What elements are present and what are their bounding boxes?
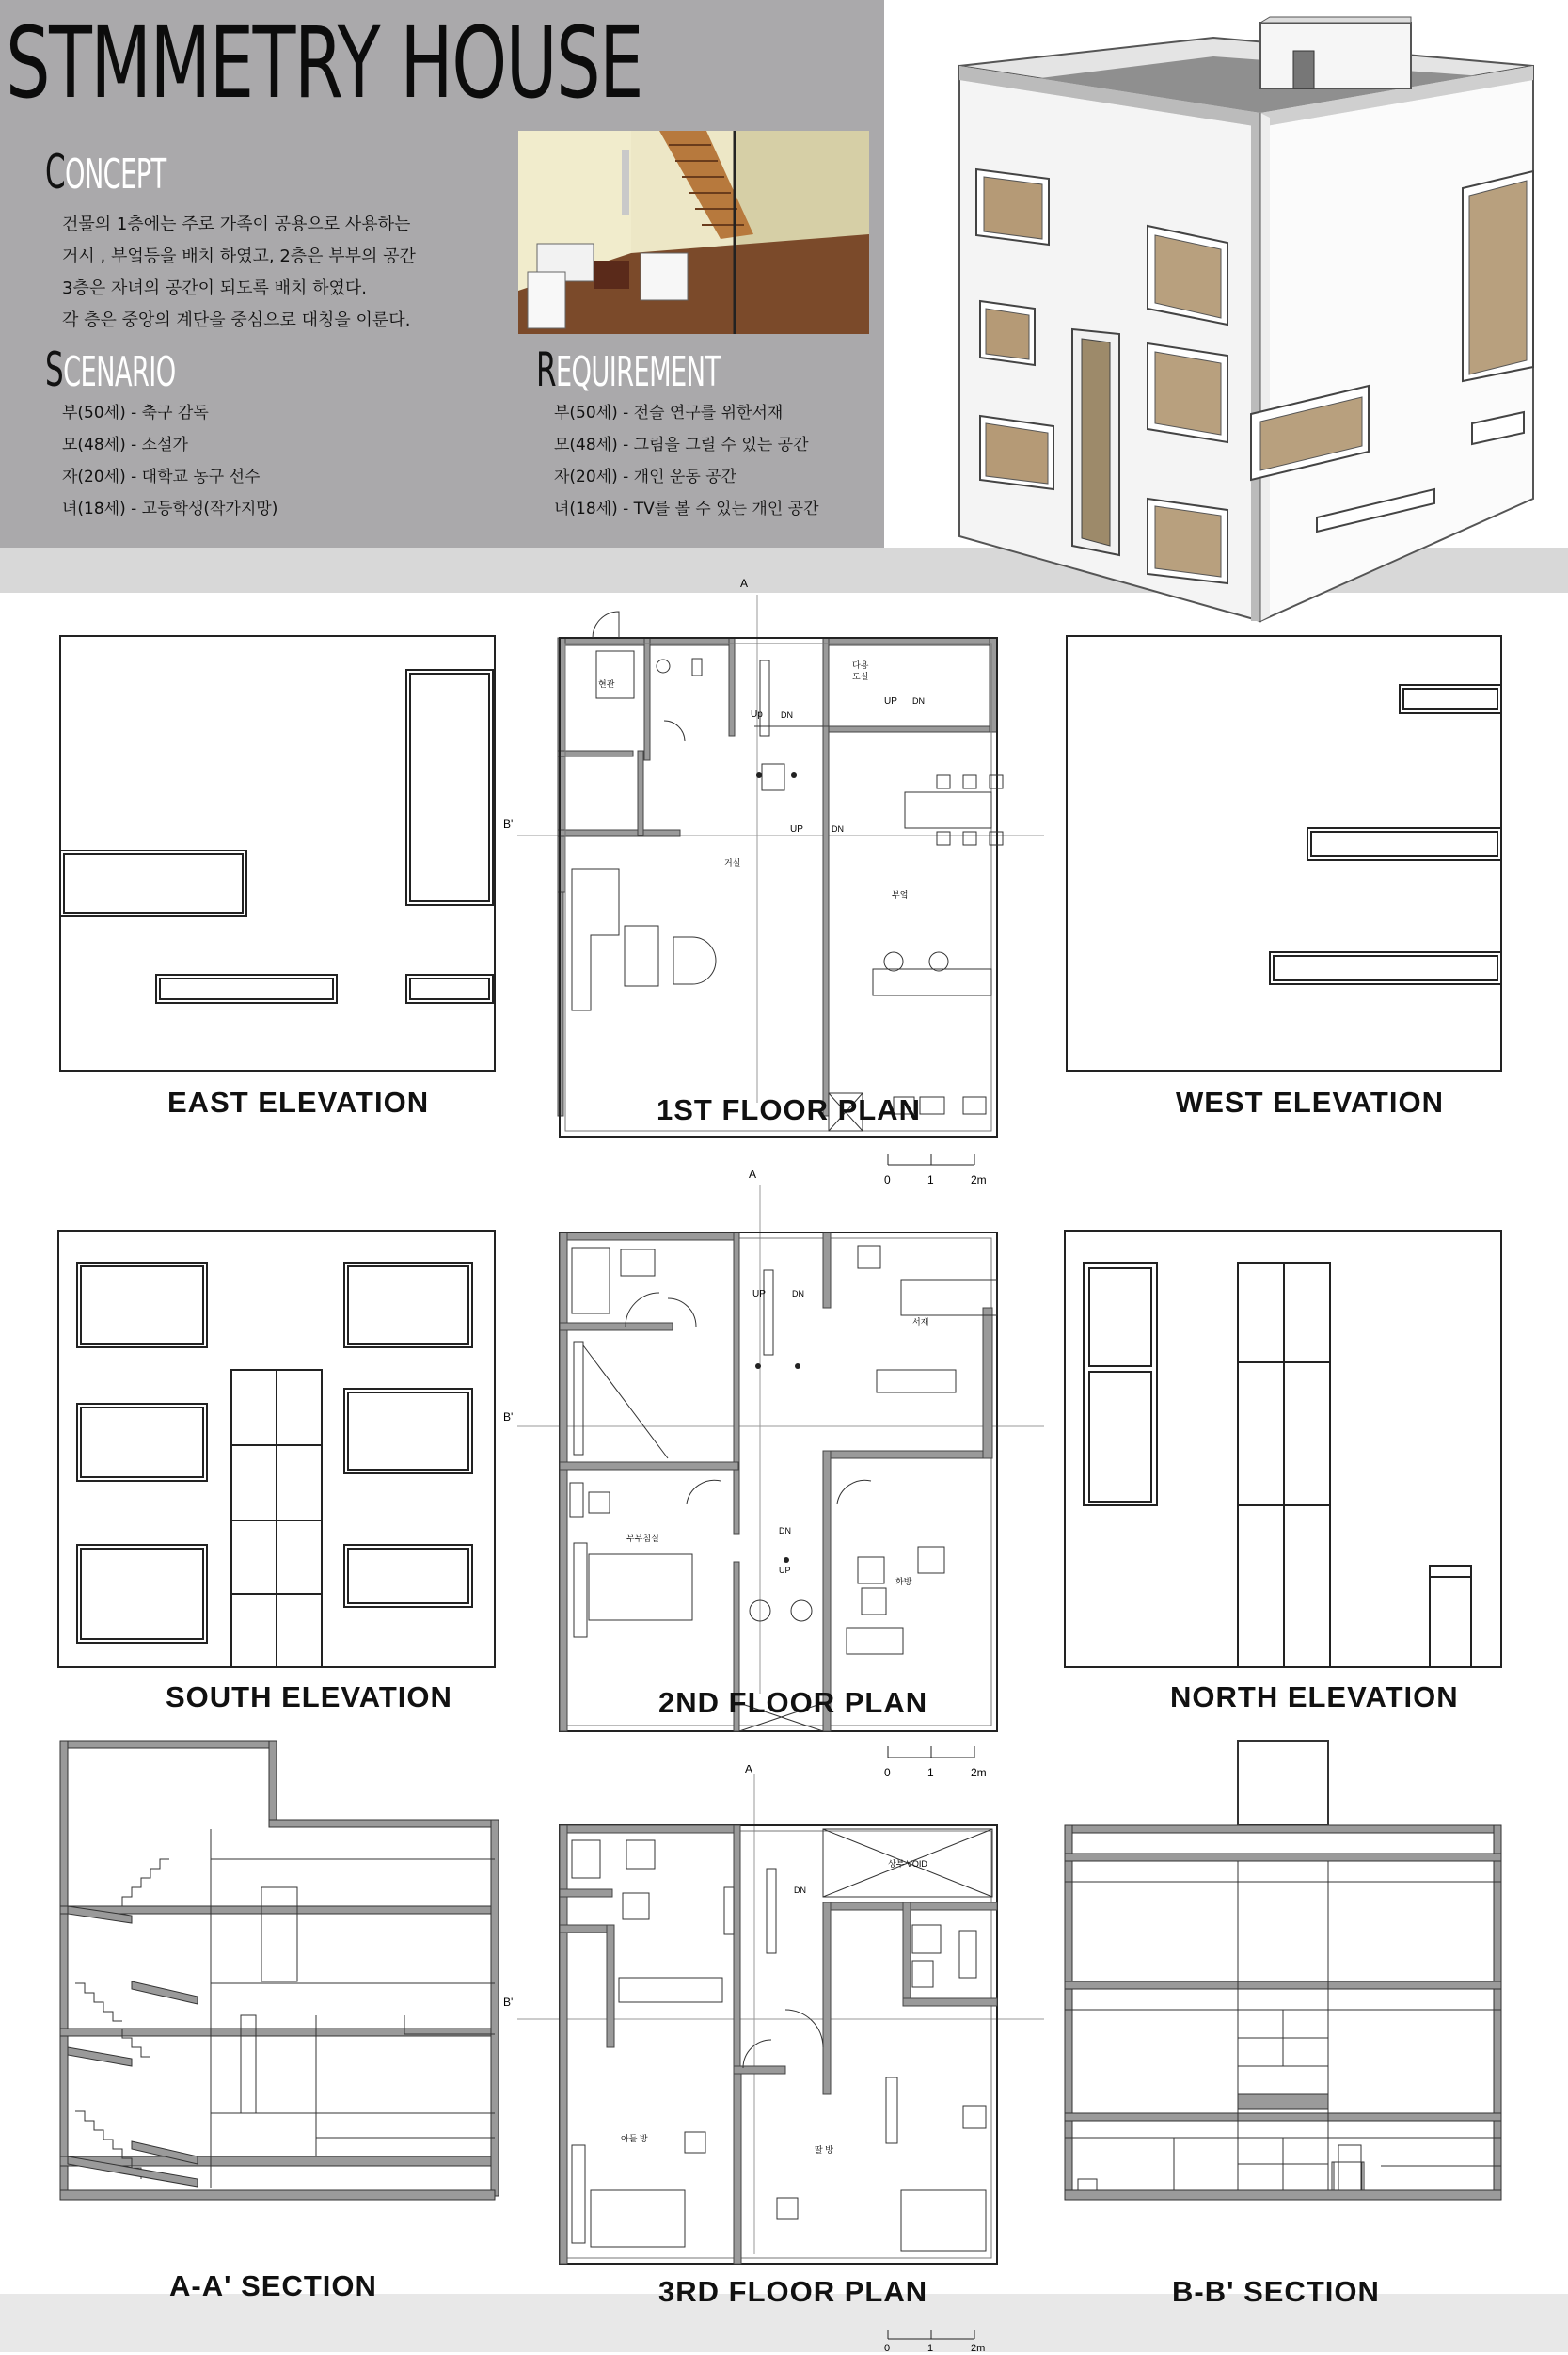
- requirement-item: 자(20세) - 개인 운동 공간: [554, 468, 737, 486]
- room-studio: 화방: [895, 1577, 912, 1586]
- stair-up-mark: Up: [751, 709, 763, 720]
- scenario-item: 부(50세) - 축구 감독: [62, 404, 209, 422]
- page-title: STMMETRY HOUSE: [6, 6, 643, 120]
- requirement-item: 녀(18세) - TV를 볼 수 있는 개인 공간: [554, 500, 819, 518]
- stair-up-mark-f2b: UP: [779, 1566, 791, 1575]
- section-mark-b-2: B': [503, 1410, 514, 1424]
- scale2-2: 2m: [971, 1766, 987, 1779]
- scale3-0: 0: [884, 2343, 891, 2352]
- concept-heading: [45, 145, 166, 199]
- stair-dn-mark: DN: [781, 710, 793, 720]
- south-elevation-label: SOUTH ELEVATION: [166, 1680, 452, 1713]
- stair-dn-mark-3: DN: [912, 696, 925, 706]
- room-son: 아들 방: [621, 2134, 648, 2143]
- section-mark-b-3: B': [503, 1996, 514, 2009]
- room-kitchen: 부엌: [892, 890, 909, 899]
- first-floor-plan-drawing: [499, 576, 1044, 1178]
- requirement-heading: [536, 342, 720, 397]
- scenario-item: 녀(18세) - 고등학생(작가지망): [62, 500, 278, 518]
- room-living: 거실: [724, 858, 741, 867]
- scenario-heading-text: SCENARIO: [45, 342, 176, 397]
- concept-line-2: 거시 , 부엌등을 배치 하였고, 2층은 부부의 공간: [62, 247, 416, 266]
- second-floor-plan-drawing: [499, 1167, 1044, 1769]
- scenario-list: [62, 399, 277, 527]
- north-elevation-label: NORTH ELEVATION: [1170, 1680, 1459, 1713]
- stair-dn-mark-f2: DN: [792, 1289, 804, 1298]
- section-b-drawing: [1061, 1737, 1505, 2207]
- requirement-item: 모(48세) - 그림을 그릴 수 있는 공간: [554, 436, 809, 454]
- north-elevation-drawing: [1061, 1227, 1505, 1671]
- section-a-label: A-A' SECTION: [169, 2269, 377, 2302]
- concept-line-1: 건물의 1층에는 주로 가족이 공용으로 사용하는: [62, 215, 411, 234]
- stair-up-mark-2: UP: [790, 824, 803, 835]
- third-floor-plan-drawing: [499, 1765, 1044, 2273]
- first-floor-plan-label: 1ST FLOOR PLAN: [657, 1093, 921, 1126]
- section-a-drawing: [56, 1737, 499, 2207]
- scale-2: 2m: [971, 1173, 987, 1186]
- east-elevation-drawing: [56, 632, 499, 1076]
- scale2-0: 0: [884, 1766, 891, 1779]
- room-master: 부부침실: [626, 1534, 659, 1543]
- concept-heading-text: CONCEPT: [45, 145, 166, 199]
- scale-1: 1: [927, 1173, 934, 1186]
- scale3-1: 1: [927, 2343, 934, 2352]
- room-tea: 다용 도실: [852, 660, 869, 681]
- section-mark-a-2: A: [749, 1168, 757, 1181]
- east-elevation-label: EAST ELEVATION: [167, 1086, 430, 1119]
- requirement-heading-text: REQUIREMENT: [536, 342, 721, 397]
- west-elevation-label: WEST ELEVATION: [1176, 1086, 1444, 1119]
- stair-dn-mark-f2b: DN: [779, 1526, 791, 1536]
- south-elevation-drawing: [55, 1227, 499, 1671]
- concept-line-3: 3층은 자녀의 공간이 되도록 배치 하였다.: [62, 278, 367, 298]
- scale2-1: 1: [927, 1766, 934, 1779]
- scale-bar-3-graphic: [884, 2328, 997, 2352]
- section-mark-a: A: [740, 577, 749, 590]
- concept-line-4: 각 층은 중앙의 계단을 중심으로 대칭을 이룬다.: [62, 310, 411, 330]
- section-mark-a-3: A: [745, 1765, 753, 1775]
- section-mark-b: B': [503, 818, 514, 831]
- stair-up-mark-f2: UP: [752, 1289, 766, 1299]
- house-perspective-render: [931, 9, 1561, 630]
- scale-0: 0: [884, 1173, 891, 1186]
- second-floor-plan-label: 2ND FLOOR PLAN: [658, 1686, 928, 1719]
- interior-render-image: [518, 131, 869, 334]
- room-daughter: 딸 방: [815, 2145, 833, 2155]
- stair-dn-mark-2: DN: [832, 824, 844, 834]
- room-entry: 현관: [598, 679, 615, 689]
- scale3-2: 2m: [971, 2343, 986, 2352]
- stair-dn-mark-f3: DN: [794, 1886, 806, 1895]
- section-b-label: B-B' SECTION: [1172, 2275, 1380, 2308]
- scenario-item: 자(20세) - 대학교 농구 선수: [62, 468, 261, 486]
- scenario-heading: [45, 342, 176, 397]
- scale-bar-3: [884, 2328, 997, 2355]
- requirement-item: 부(50세) - 전술 연구를 위한서재: [554, 404, 784, 422]
- scenario-item: 모(48세) - 소설가: [62, 436, 188, 454]
- room-study: 서재: [912, 1317, 929, 1327]
- third-floor-plan-label: 3RD FLOOR PLAN: [658, 2275, 928, 2308]
- requirement-list: [554, 399, 819, 527]
- west-elevation-drawing: [1063, 632, 1505, 1076]
- stair-up-mark-3: UP: [884, 696, 897, 707]
- room-void: 상부 VOID: [888, 1859, 927, 1869]
